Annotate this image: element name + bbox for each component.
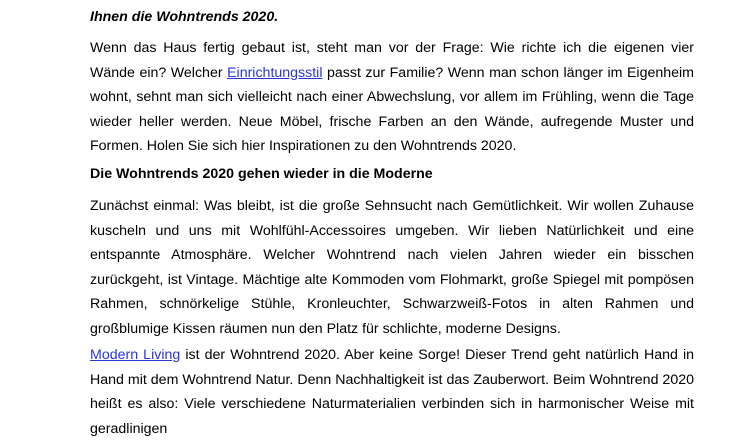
- paragraph-modern-living: [90, 343, 694, 441]
- einrichtungsstil-link[interactable]: Einrichtungsstil: [227, 64, 323, 81]
- section-heading: Die Wohntrends 2020 gehen wieder in die Moderne: [90, 166, 433, 182]
- intro-line: Ihnen die Wohntrends 2020.: [90, 9, 279, 25]
- paragraph-modern-living-text: ist der Wohntrend 2020. Aber keine Sorge! Dieser Trend geht natürlich Hand in Hand mit dem Wohntrend Natur. Denn Nachhaltigkeit ist das Zauberwort. Beim Wohntrend 2020 heißt es also: Viele verschiedene Naturmaterialien verbinden sich in harmonischer Weise mit geradlinigen: [90, 347, 694, 437]
- modern-living-link[interactable]: Modern Living: [90, 347, 181, 363]
- paragraph-intro: [90, 36, 694, 159]
- paragraph-moderne: Zunächst einmal: Was bleibt, ist die große Sehnsucht nach Gemütlichkeit. Wir wollen Zuhause kuscheln und uns mit Wohlfühl-Accessoires umgeben. Wir lieben Natürlichkeit und eine entspannte Atmosphäre. Welcher Wohntrend nach vielen Jahren wieder ein bisschen zurückgeht, ist Vintage. Mächtige alte Kommoden vom Flohmarkt, große Spiegel mit pompösen Rahmen, schnörkelige Stühle, Kronleuchter, Schwarzweiß-Fotos in alten Rahmen und großblumige Kissen räumen nun den Platz für schlichte, moderne Designs.: [90, 198, 694, 337]
- paragraph-intro-text-end: passt zur Familie? Wenn man schon länger im Eigenheim wohnt, sehnt man sich vielleicht nach einer Abwechslung, vor allem im Frühling, wenn die Tage wieder heller werden. Neue Möbel, frische Farben an den Wände, aufregende Muster und Formen. Holen Sie sich hier Inspirationen zu den Wohntrends 2020.: [90, 64, 694, 155]
- paragraph-intro-text-start: Wenn das Haus fertig gebaut ist, steht man vor der Frage: Wie richte ich die eigenen vier Wände ein? Welcher: [90, 40, 694, 81]
